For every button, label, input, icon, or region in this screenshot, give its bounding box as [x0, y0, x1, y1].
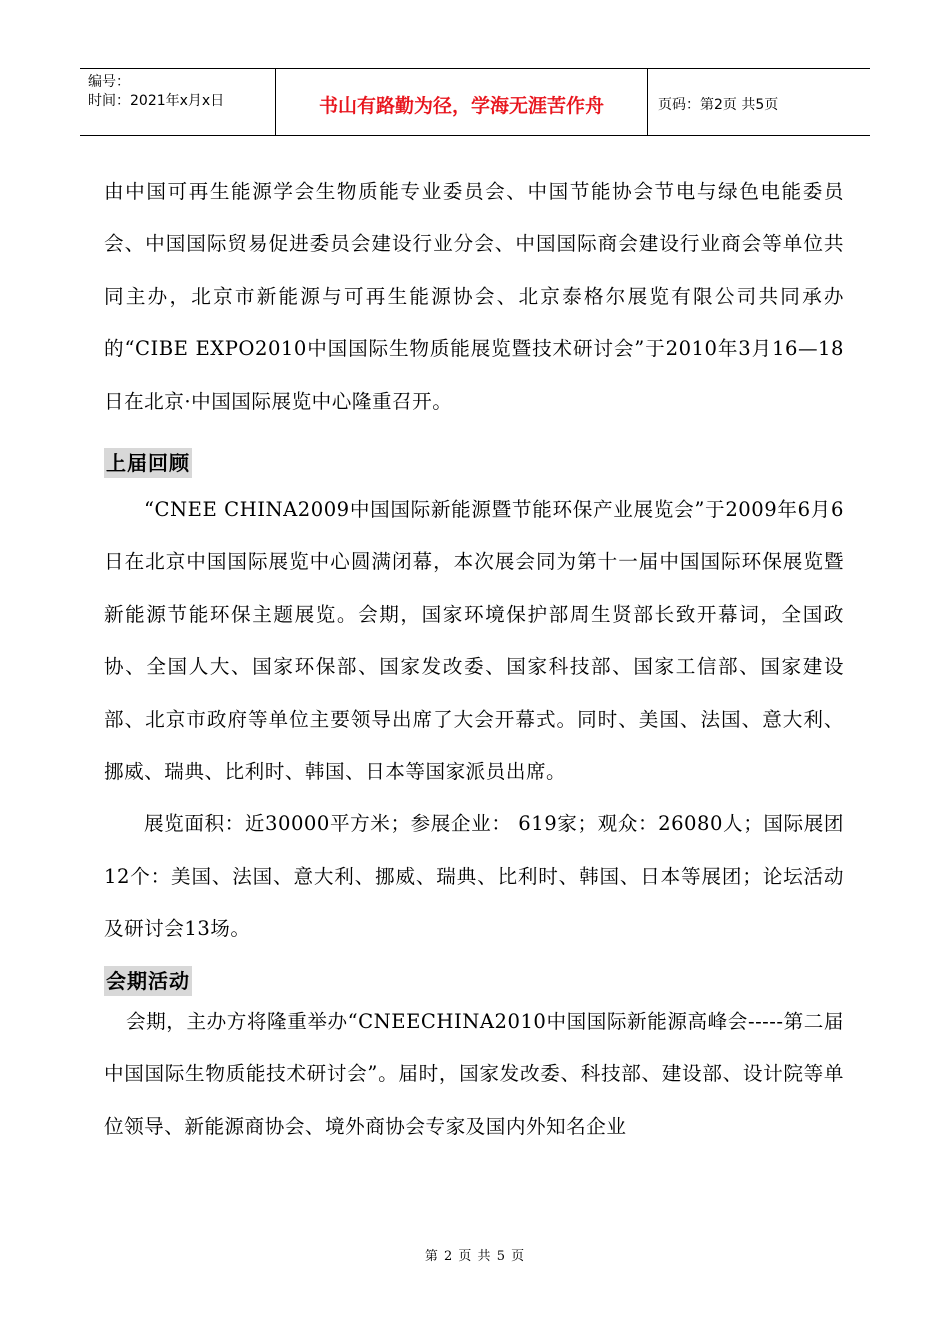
section-title: 会期活动 — [104, 966, 192, 996]
activities-paragraph: 会期，主办方将隆重举办“CNEECHINA2010中国国际新能源高峰会-----第二届中国国际生物质能技术研讨会”。届时，国家发改委、科技部、建设部、设计院等单位领导、新能源商协会、境外商协会专家及国内外知名企业 — [104, 1009, 844, 1138]
document-body — [104, 166, 844, 1153]
page-header — [80, 68, 870, 136]
header-motto: 书山有路勤为径，学海无涯苦作舟 — [276, 69, 648, 135]
section-review-heading — [104, 448, 844, 478]
review-paragraph-1: “CNEE CHINA2009中国国际新能源暨节能环保产业展览会”于2009年6月6日在北京中国国际展览中心圆满闭幕，本次展会同为第十一届中国国际环保展览暨新能源节能环保主题展览。会期，国家环境保护部周生贤部长致开幕词，全国政协、全国人大、国家环保部、国家发改委、国家科技部、国家工信部、国家建设部、北京市政府等单位主要领导出席了大会开幕式。同时、美国、法国、意大利、挪威、瑞典、比利时、韩国、日本等国家派员出席。 — [104, 498, 844, 784]
intro-paragraph: 由中国可再生能源学会生物质能专业委员会、中国节能协会节电与绿色电能委员会、中国国际贸易促进委员会建设行业分会、中国国际商会建设行业商会等单位共同主办，北京市新能源与可再生能源协会、北京泰格尔展览有限公司共同承办的“CIBE EXPO2010中国国际生物质能展览暨技术研讨会”于2010年3月16—18日在北京·中国国际展览中心隆重召开。 — [104, 180, 844, 413]
header-meta — [80, 69, 276, 135]
document-date: 时间：2021年x月x日 — [88, 93, 225, 109]
review-paragraph-2: 展览面积：近30000平方米；参展企业： 619家；观众：26080人；国际展团12个：美国、法国、意大利、挪威、瑞典、比利时、韩国、日本等展团；论坛活动及研讨会13场。 — [104, 812, 844, 941]
header-page-number: 页码：第2页 共5页 — [658, 97, 779, 113]
section-title: 上届回顾 — [104, 448, 192, 478]
section-activities-heading — [104, 966, 844, 996]
document-number: 编号： — [88, 74, 130, 90]
page-footer: 第 2 页 共 5 页 — [424, 1249, 526, 1264]
